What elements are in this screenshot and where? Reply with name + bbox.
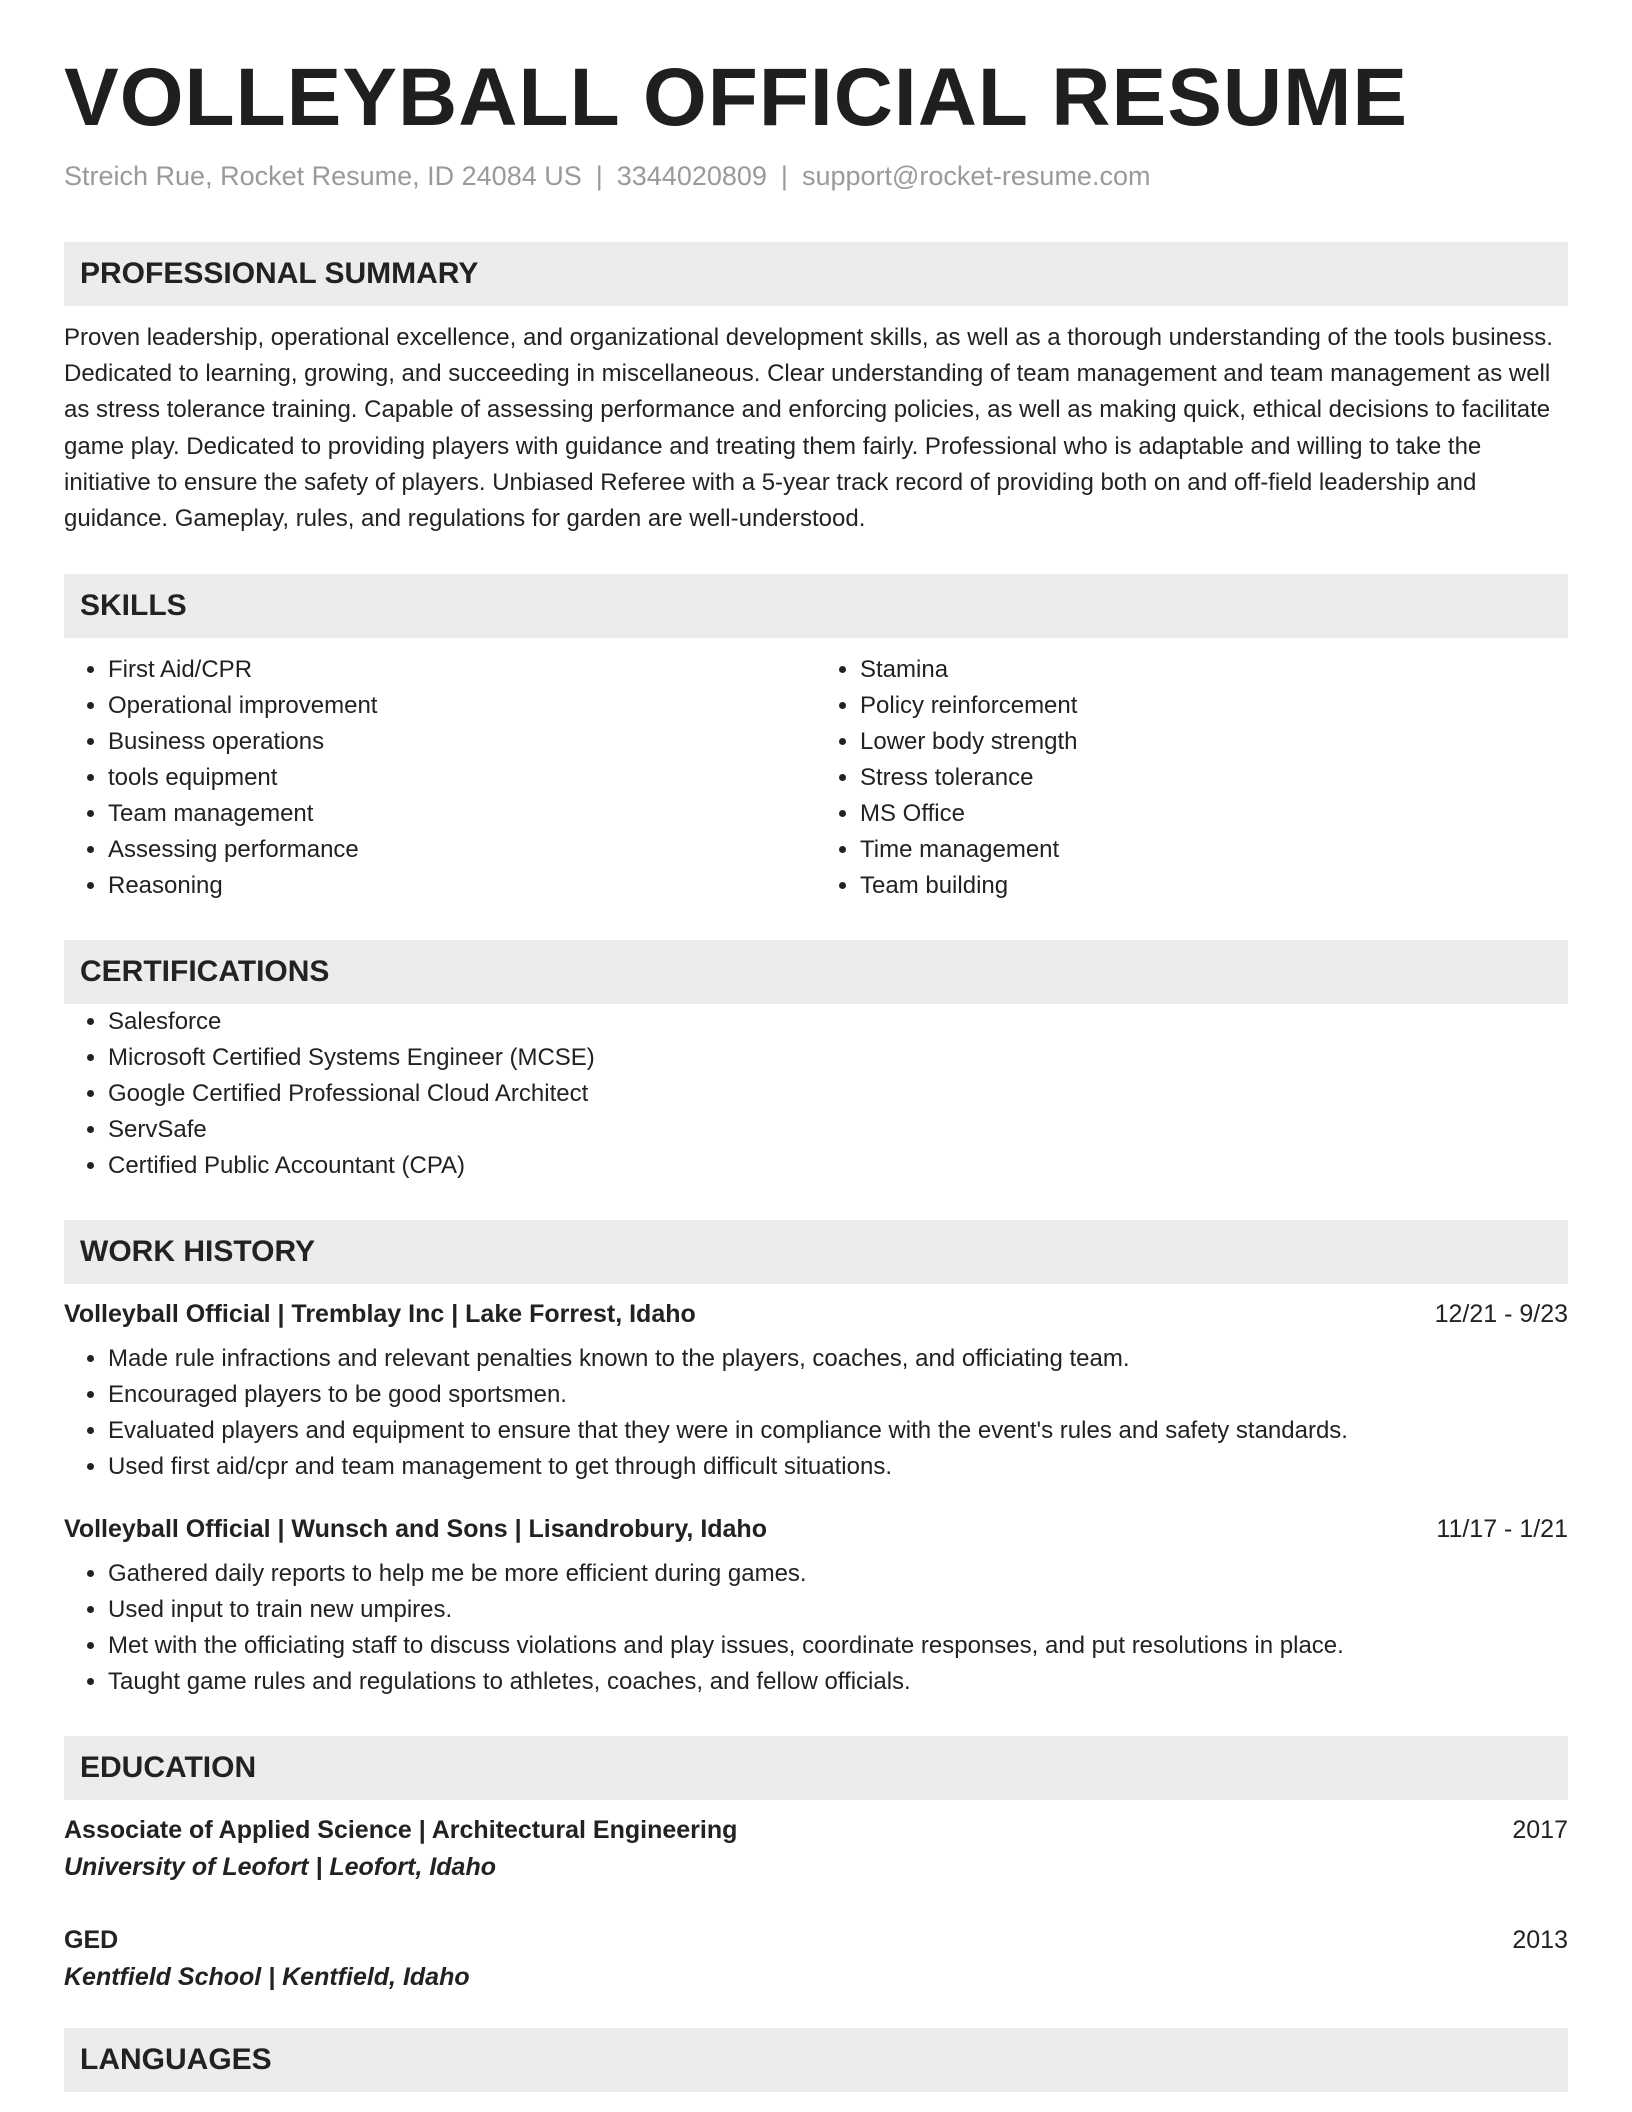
certification-item: • Salesforce [108, 1004, 1568, 1040]
certification-item: • Microsoft Certified Systems Engineer (MCSE) [108, 1040, 1568, 1076]
skills-grid [64, 652, 1568, 904]
summary-text: Proven leadership, operational excellence, and organizational development skills, as well as a thorough understanding of the tools business. Dedicated to learning, growing, and succeeding in miscellaneous. Clear understanding of team management and team management as well as stress tolerance training. Capable of assessing performance and enforcing policies, as well as making quick, ethical decisions to facilitate game play. Dedicated to providing players with guidance and treating them fairly. Professional who is adaptable and willing to take the initiative to ensure the safety of players. Unbiased Referee with a 5-year track record of providing both on and off-field leadership and guidance. Gameplay, rules, and regulations for garden are well-understood. [64, 323, 1553, 533]
contact-phone: 3344020809 [616, 160, 767, 191]
job-bullet: • Gathered daily reports to help me be more efficient during games. [108, 1556, 1568, 1592]
certifications-list [64, 1004, 1568, 1184]
skill-item: • Business operations [108, 724, 816, 760]
skill-item: • tools equipment [108, 760, 816, 796]
job-header [64, 1300, 1568, 1329]
job-bullet: • Met with the officiating staff to discuss violations and play issues, coordinate responses, and put resolutions in place. [108, 1628, 1568, 1664]
section-header-skills: SKILLS [64, 574, 1568, 638]
contact-separator: | [595, 160, 603, 191]
education-degree: Associate of Applied Science | Architectural Engineering [64, 1815, 738, 1844]
skill-item: • Assessing performance [108, 832, 816, 868]
job-dates: 11/17 - 1/21 [1436, 1514, 1568, 1543]
education-year: 2013 [1512, 1925, 1568, 1954]
job-dates: 12/21 - 9/23 [1434, 1299, 1568, 1328]
section-header-education: EDUCATION [64, 1736, 1568, 1800]
job-bullets [64, 1556, 1568, 1700]
job-bullet: • Taught game rules and regulations to athletes, coaches, and fellow officials. [108, 1664, 1568, 1700]
skill-item: • Policy reinforcement [860, 688, 1568, 724]
skill-item: • Stress tolerance [860, 760, 1568, 796]
certification-item: • Google Certified Professional Cloud Architect [108, 1076, 1568, 1112]
job-bullet: • Encouraged players to be good sportsmen. [108, 1377, 1568, 1413]
job-title: Volleyball Official | Wunsch and Sons | Lisandrobury, Idaho [64, 1514, 767, 1543]
job-bullet: • Evaluated players and equipment to ensure that they were in compliance with the event's rules and safety standards. [108, 1413, 1568, 1449]
skill-item: • Team building [860, 868, 1568, 904]
skills-list-right [816, 652, 1568, 904]
certification-item: • Certified Public Accountant (CPA) [108, 1148, 1568, 1184]
skill-item: • Lower body strength [860, 724, 1568, 760]
skill-item: • Stamina [860, 652, 1568, 688]
education-header [64, 1816, 1568, 1845]
section-header-summary: PROFESSIONAL SUMMARY [64, 242, 1568, 306]
section-header-work-history: WORK HISTORY [64, 1220, 1568, 1284]
education-school: University of Leofort | Leofort, Idaho [64, 1852, 497, 1881]
job-bullet: • Used input to train new umpires. [108, 1592, 1568, 1628]
job-entry [64, 1515, 1568, 1700]
job-bullets [64, 1341, 1568, 1485]
resume-title: VOLLEYBALL OFFICIAL RESUME [64, 52, 1409, 143]
education-degree: GED [64, 1925, 119, 1954]
contact-line [64, 161, 1568, 192]
skill-item: • Team management [108, 796, 816, 832]
contact-address: Streich Rue, Rocket Resume, ID 24084 US [64, 160, 582, 191]
education-school: Kentfield School | Kentfield, Idaho [64, 1962, 470, 1991]
section-header-languages: LANGUAGES [64, 2028, 1568, 2092]
skills-list-left [64, 652, 816, 904]
contact-separator: | [780, 160, 788, 191]
job-entry [64, 1300, 1568, 1485]
job-bullet: • Made rule infractions and relevant penalties known to the players, coaches, and officiating team. [108, 1341, 1568, 1377]
job-title: Volleyball Official | Tremblay Inc | Lake Forrest, Idaho [64, 1299, 696, 1328]
skill-item: • MS Office [860, 796, 1568, 832]
skill-item: • Operational improvement [108, 688, 816, 724]
education-entry [64, 1926, 1568, 1992]
education-entry [64, 1816, 1568, 1882]
skill-item: • First Aid/CPR [108, 652, 816, 688]
job-bullet: • Used first aid/cpr and team management to get through difficult situations. [108, 1449, 1568, 1485]
skill-item: • Time management [860, 832, 1568, 868]
certification-item: • ServSafe [108, 1112, 1568, 1148]
job-header [64, 1515, 1568, 1544]
contact-email: support@rocket-resume.com [801, 160, 1151, 191]
education-header [64, 1926, 1568, 1955]
skill-item: • Reasoning [108, 868, 816, 904]
education-year: 2017 [1512, 1815, 1568, 1844]
section-header-certifications: CERTIFICATIONS [64, 940, 1568, 1004]
